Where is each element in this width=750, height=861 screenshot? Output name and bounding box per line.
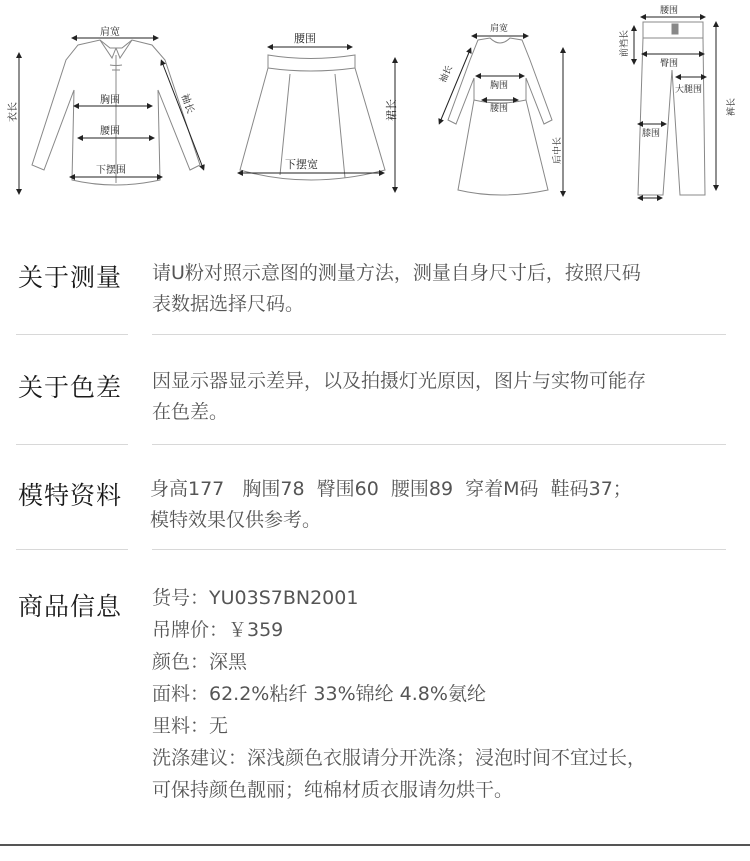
skirt-waist-label: 腰围 [294, 32, 316, 45]
dress-waist-label: 腰围 [490, 104, 509, 114]
measure-line: 请U粉对照示意图的测量方法，测量自身尺寸后，按照尺码 [152, 262, 641, 284]
shirt-diagram [32, 40, 200, 185]
measure-line: 表数据选择尺码。 [152, 293, 305, 315]
shirt-sleeve-label: 袖长 [178, 92, 196, 116]
measurement-diagrams [0, 0, 750, 215]
dress-diagram [448, 38, 552, 195]
color-title: 关于色差 [18, 373, 123, 402]
color-line: 因显示器显示差异，以及拍摄灯光原因，图片与实物可能存 [152, 370, 647, 392]
pants-hip-label: 臀围 [660, 59, 679, 69]
dress-shoulder-label: 肩宽 [490, 24, 509, 34]
measure-text [152, 258, 742, 320]
shirt-length-label: 衣长 [8, 102, 19, 122]
divider [152, 334, 726, 335]
product-color: 颜色：深黑 [152, 651, 248, 673]
product-price: 吊牌价：￥359 [152, 619, 284, 641]
pants-knee-label: 膝围 [642, 129, 661, 139]
divider-short [16, 334, 128, 335]
shirt-waist-label: 腰围 [100, 126, 120, 137]
shirt-chest-label: 胸围 [100, 95, 120, 106]
model-title: 模特资料 [18, 481, 123, 510]
product-fabric: 面料：62.2%粘纤 33%锦纶 4.8%氨纶 [152, 683, 486, 705]
pants-rise-label: 前裆长 [620, 29, 630, 57]
divider-short [16, 549, 128, 550]
shirt-hem-label: 下摆围 [96, 165, 126, 176]
divider-short [16, 444, 128, 445]
pants-diagram [638, 22, 705, 195]
skirt-hem-label: 下摆宽 [285, 158, 318, 171]
product-title: 商品信息 [18, 592, 123, 621]
shirt-shoulder-label: 肩宽 [100, 27, 120, 38]
measure-title: 关于测量 [18, 263, 123, 292]
model-line: 模特效果仅供参考。 [150, 509, 322, 531]
dress-sleeve-label: 袖长 [438, 64, 456, 85]
skirt-length-label: 裙长 [385, 99, 398, 121]
pants-thigh-label: 大腿围 [675, 85, 703, 95]
dress-back-length-label: 后中长 [553, 136, 563, 164]
divider [152, 549, 726, 550]
bottom-border [0, 844, 750, 846]
product-sku: 货号：YU03S7BN2001 [152, 587, 359, 609]
product-lining: 里料：无 [152, 715, 229, 737]
model-text [150, 474, 740, 536]
dress-chest-label: 胸围 [490, 81, 509, 91]
product-wash-advice: 洗涤建议：深浅颜色衣服请分开洗涤；浸泡时间不宜过长， [152, 747, 647, 769]
pants-length-label: 裤长 [727, 97, 737, 116]
divider [152, 444, 726, 445]
model-line: 身高177 胸围78 臀围60 腰围89 穿着M码 鞋码37； [150, 478, 632, 500]
pants-waist-label: 腰围 [660, 6, 679, 16]
product-wash-advice-cont: 可保持颜色靓丽；纯棉材质衣服请勿烘干。 [152, 779, 514, 801]
color-line: 在色差。 [152, 401, 229, 423]
color-text [152, 366, 742, 428]
product-info [152, 582, 742, 806]
